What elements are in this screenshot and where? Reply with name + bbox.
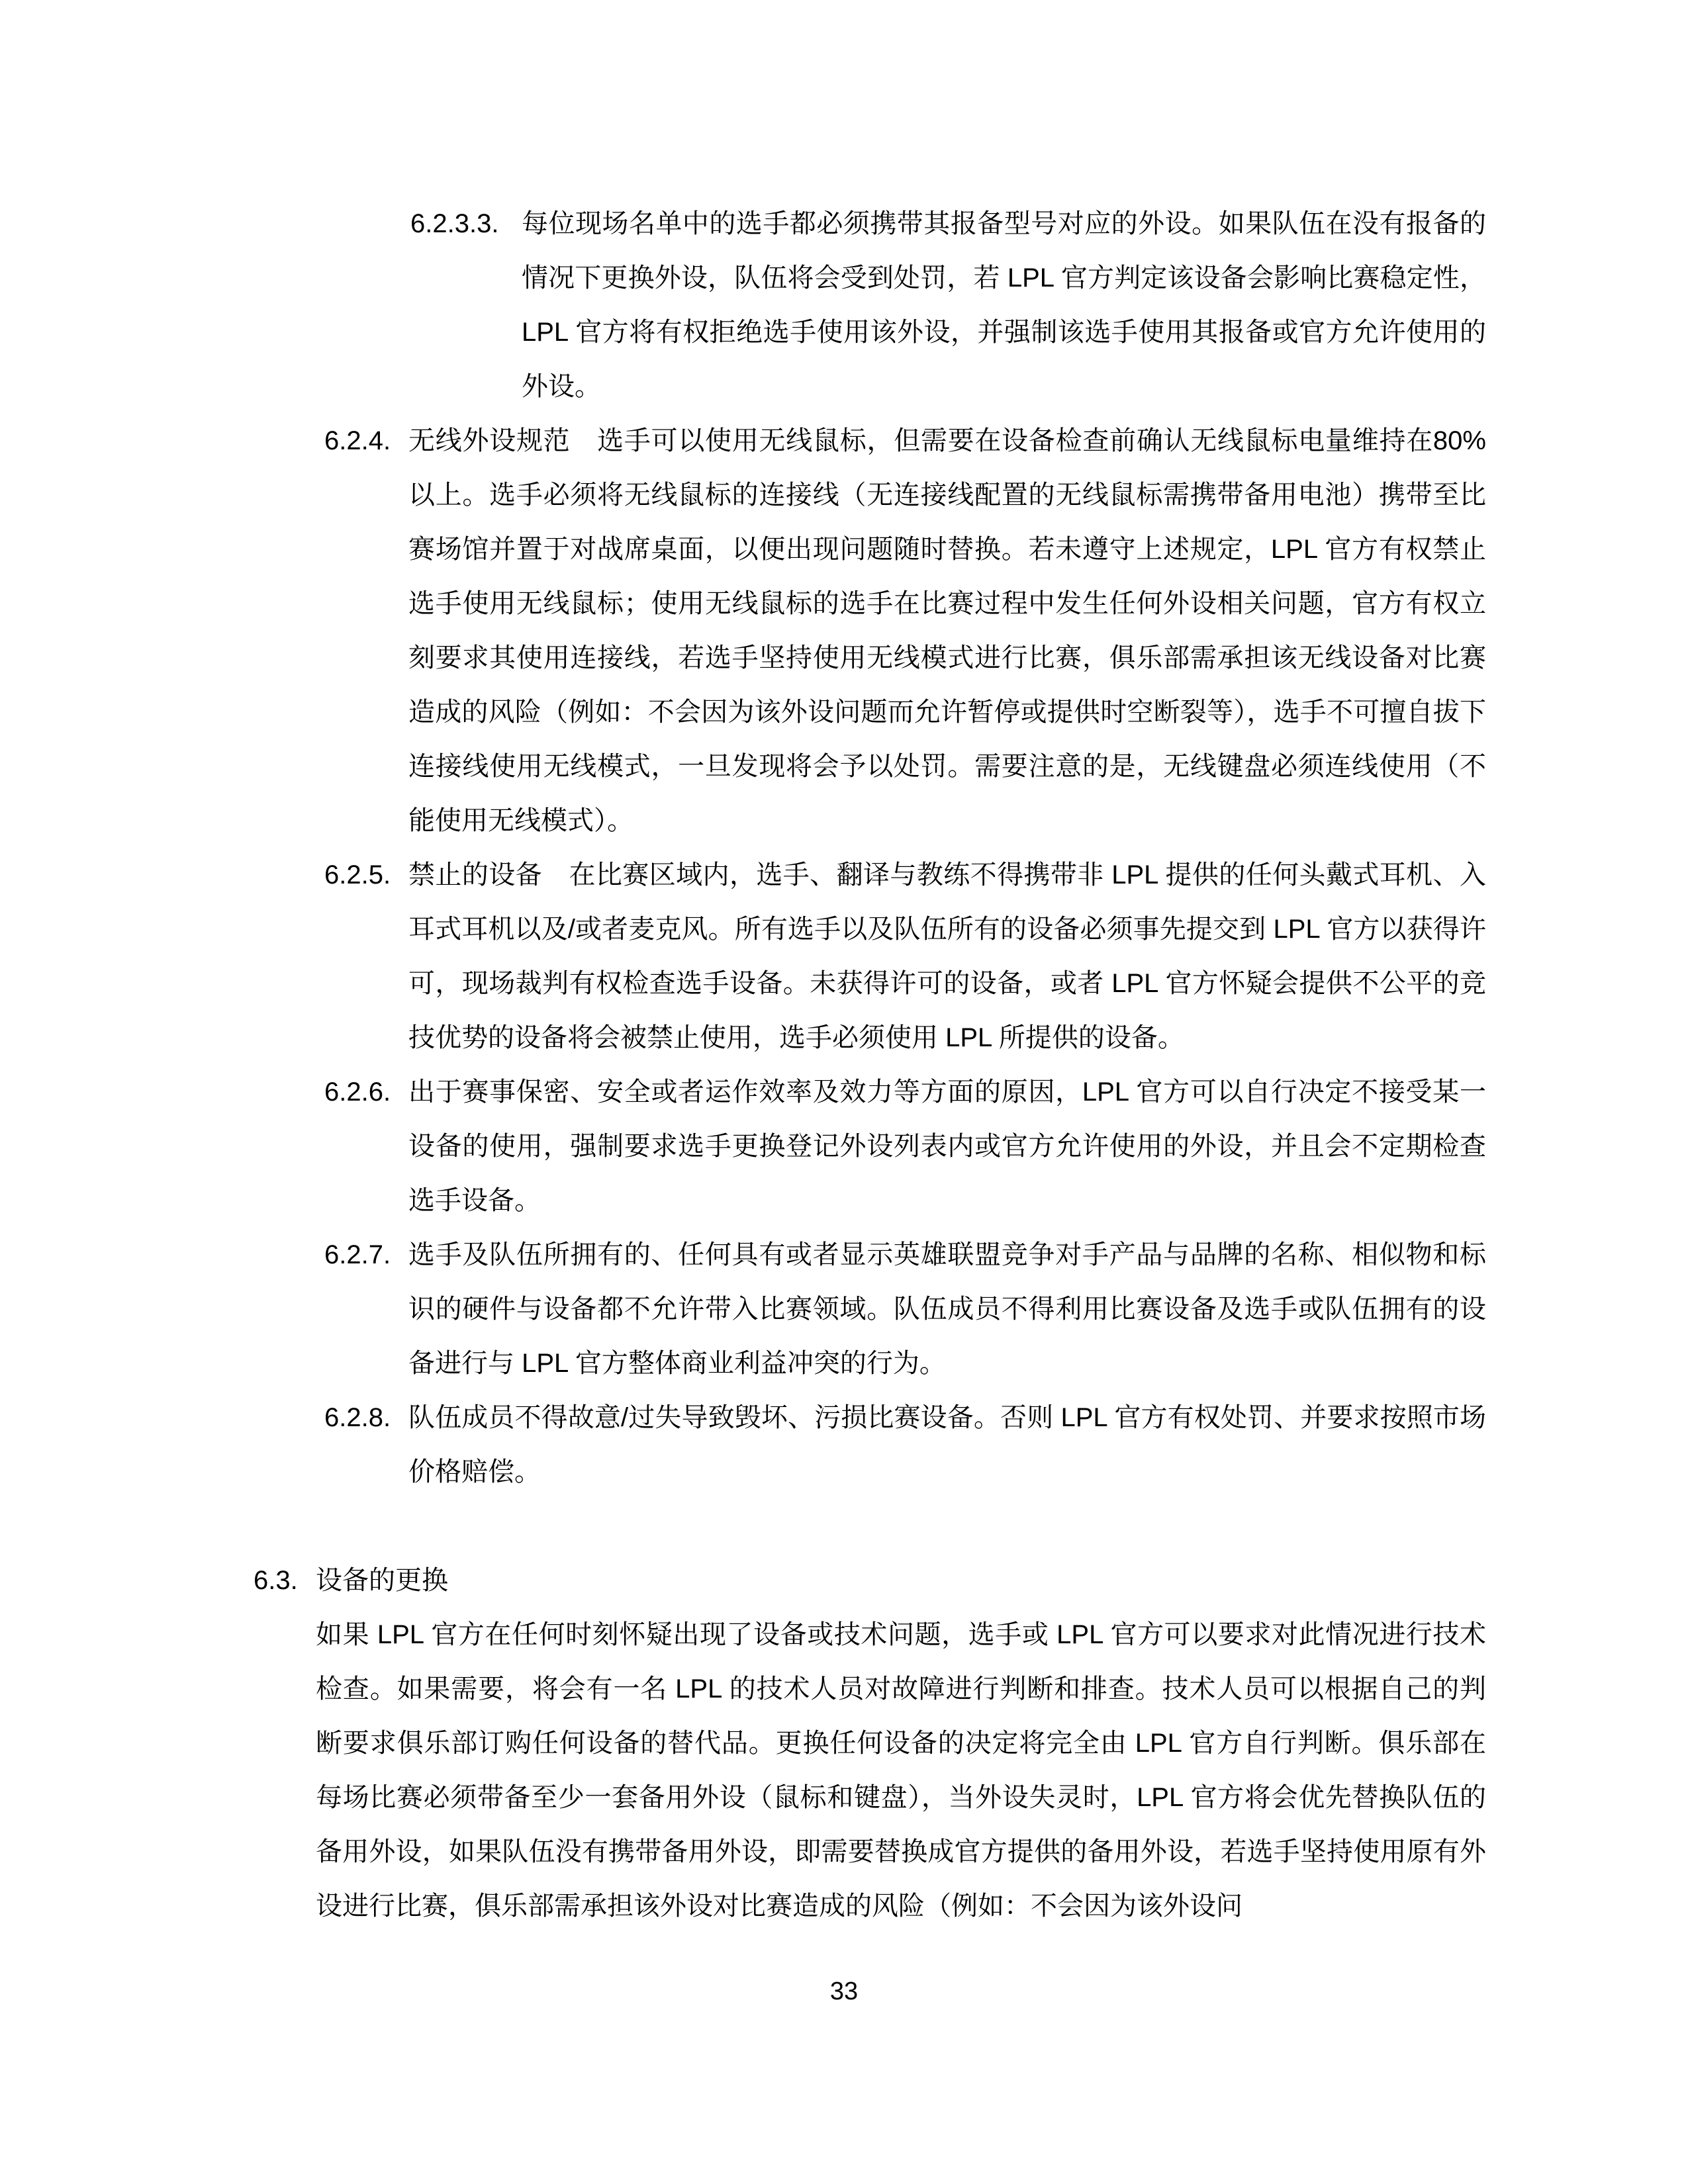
list-item (0, 414, 1688, 848)
list-item (0, 1228, 1688, 1390)
list-number: 6.2.7. (324, 1240, 391, 1269)
list-item (0, 1065, 1688, 1228)
list-item (0, 1390, 1688, 1499)
list-item-text: 禁止的设备 在比赛区域内，选手、翻译与教练不得携带非 LPL 提供的任何头戴式耳机、入耳式耳机以及/或者麦克风。所有选手以及队伍所有的设备必须事先提交到 LPL 官方以获得许可，现场裁判有权检查选手设备。未获得许可的设备，或者 LPL 官方怀疑会提供不公平的竞技优势的设备将会被禁止使用，选手必须使用 LPL 所提供的设备。 (408, 860, 1486, 1052)
list-item (0, 848, 1688, 1065)
list-item-text: 每位现场名单中的选手都必须携带其报备型号对应的外设。如果队伍在没有报备的情况下更换外设，队伍将会受到处罚，若 LPL 官方判定该设备会影响比赛稳定性，LPL 官方将有权拒绝选手使用该外设，并强制该选手使用其报备或官方允许使用的外设。 (522, 209, 1486, 401)
document-content (0, 197, 1688, 1933)
list-item (0, 197, 1688, 414)
section-heading (0, 1553, 1688, 1608)
section-number: 6.3. (254, 1566, 298, 1595)
list-number: 6.2.5. (324, 860, 391, 889)
list-item-text: 队伍成员不得故意/过失导致毁坏、污损比赛设备。否则 LPL 官方有权处罚、并要求按照市场价格赔偿。 (408, 1403, 1486, 1486)
section-title: 设备的更换 (316, 1566, 448, 1595)
list-number: 6.2.6. (324, 1077, 391, 1107)
list-number: 6.2.4. (324, 426, 391, 455)
list-item-text: 出于赛事保密、安全或者运作效率及效力等方面的原因，LPL 官方可以自行决定不接受某一设备的使用，强制要求选手更换登记外设列表内或官方允许使用的外设，并且会不定期检查选手设备。 (408, 1077, 1486, 1215)
list-number: 6.2.3.3. (410, 209, 499, 238)
section-paragraph: 如果 LPL 官方在任何时刻怀疑出现了设备或技术问题，选手或 LPL 官方可以要求对此情况进行技术检查。如果需要，将会有一名 LPL 的技术人员对故障进行判断和排查。技术人员可以根据自己的判断要求俱乐部订购任何设备的替代品。更换任何设备的决定将完全由 LPL 官方自行判断。俱乐部在每场比赛必须带备至少一套备用外设（鼠标和键盘），当外设失灵时，LPL 官方将会优先替换队伍的备用外设，如果队伍没有携带备用外设，即需要替换成官方提供的备用外设，若选手坚持使用原有外设进行比赛，俱乐部需承担该外设对比赛造成的风险（例如：不会因为该外设问 (316, 1620, 1486, 1921)
list-item-text: 选手及队伍所拥有的、任何具有或者显示英雄联盟竞争对手产品与品牌的名称、相似物和标识的硬件与设备都不允许带入比赛领域。队伍成员不得利用比赛设备及选手或队伍拥有的设备进行与 LPL 官方整体商业利益冲突的行为。 (408, 1240, 1486, 1378)
list-number: 6.2.8. (324, 1403, 391, 1432)
page-number: 33 (829, 1978, 859, 2005)
list-item-text: 无线外设规范 选手可以使用无线鼠标，但需要在设备检查前确认无线鼠标电量维持在80%以上。选手必须将无线鼠标的连接线（无连接线配置的无线鼠标需携带备用电池）携带至比赛场馆并置于对战席桌面，以便出现问题随时替换。若未遵守上述规定，LPL 官方有权禁止选手使用无线鼠标；使用无线鼠标的选手在比赛过程中发生任何外设相关问题，官方有权立刻要求其使用连接线，若选手坚持使用无线模式进行比赛，俱乐部需承担该无线设备对比赛造成的风险（例如：不会因为该外设问题而允许暂停或提供时空断裂等），选手不可擅自拔下连接线使用无线模式，一旦发现将会予以处罚。需要注意的是，无线键盘必须连线使用（不能使用无线模式）。 (408, 426, 1486, 835)
